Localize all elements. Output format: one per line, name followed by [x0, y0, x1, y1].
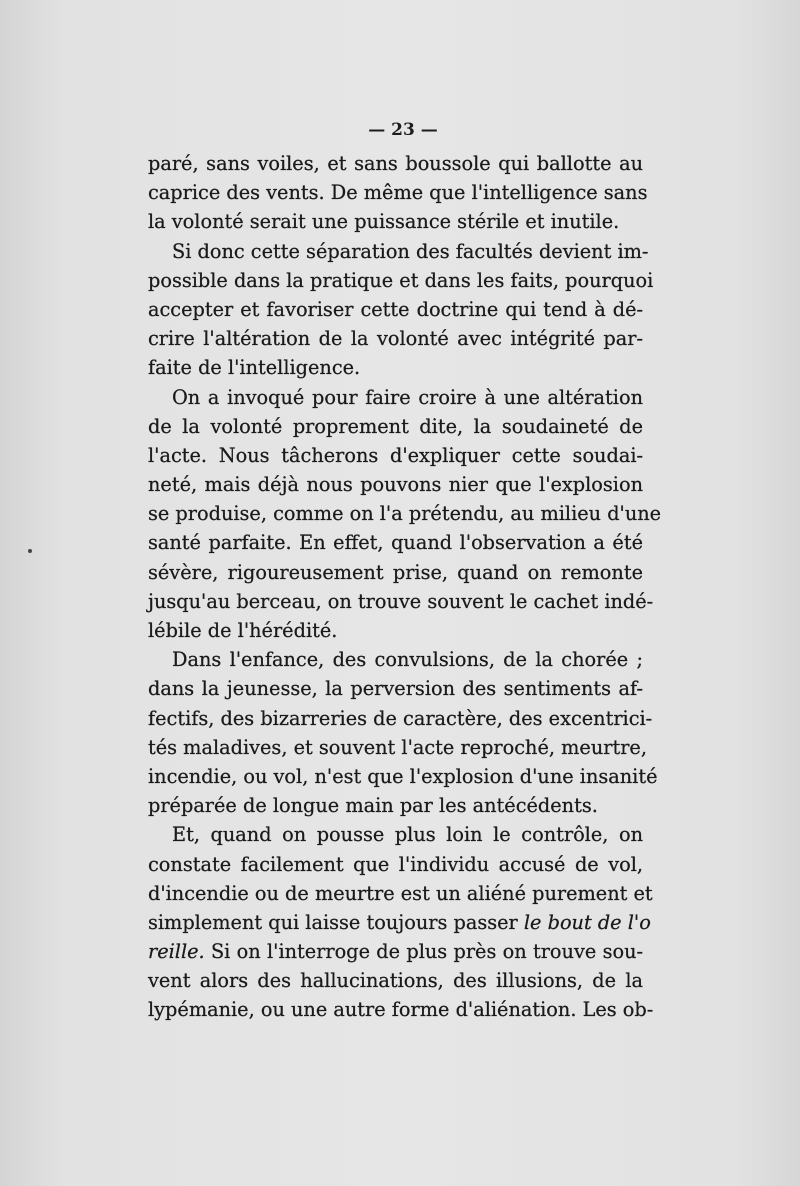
- text-line: neté, mais déjà nous pouvons nier que l'explosion: [148, 473, 643, 497]
- page-number: — 23 —: [368, 120, 438, 140]
- text-line: fectifs, des bizarreries de caractère, des excentrici-: [148, 706, 653, 730]
- text-line: incendie, ou vol, n'est que l'explosion d'une insanité: [148, 764, 658, 788]
- text-line: crire l'altération de la volonté avec intégrité par-: [148, 327, 643, 351]
- italic-span: reille.: [148, 940, 205, 964]
- text-line: dans la jeunesse, la perversion des sentiments af-: [148, 677, 643, 701]
- text-span: simplement qui laisse toujours passer: [148, 910, 518, 934]
- text-line: faite de l'intelligence.: [148, 356, 361, 380]
- text-line: la volonté serait une puissance stérile et inutile.: [148, 210, 620, 234]
- body-text: [148, 149, 662, 1025]
- text-line: sévère, rigoureusement prise, quand on remonte: [148, 560, 643, 584]
- text-line: Et, quand on pousse plus loin le contrôle, on: [172, 823, 643, 847]
- text-line: On a invoqué pour faire croire à une altération: [172, 385, 643, 409]
- text-line: lébile de l'hérédité.: [148, 619, 338, 642]
- text-line: jusqu'au berceau, on trouve souvent le cachet indé-: [148, 589, 654, 613]
- text-line: Si donc cette séparation des facultés devient im-: [172, 239, 649, 263]
- text-line: d'incendie ou de meurtre est un aliéné purement et: [148, 881, 653, 905]
- text-line: constate facilement que l'individu accusé de vol,: [148, 852, 643, 876]
- text-line: de la volonté proprement dite, la soudaineté de: [148, 414, 643, 438]
- text-line: vent alors des hallucinations, des illusions, de la: [148, 969, 643, 993]
- text-line: accepter et favoriser cette doctrine qui tend à dé-: [148, 297, 643, 321]
- text-line: se produise, comme on l'a prétendu, au milieu d'une: [148, 502, 662, 526]
- text-line: [148, 937, 643, 966]
- text-line: Dans l'enfance, des convulsions, de la chorée ;: [172, 648, 643, 672]
- text-line: lypémanie, ou une autre forme d'aliénation. Les ob-: [148, 998, 654, 1022]
- italic-span: le bout de l'o: [523, 910, 651, 934]
- text-line: l'acte. Nous tâcherons d'expliquer cette soudai-: [148, 443, 643, 467]
- text-line: préparée de longue main par les antécédents.: [148, 794, 598, 818]
- margin-mark: [28, 549, 32, 553]
- text-span: Si on l'interroge de plus près on trouve sou-: [204, 940, 643, 964]
- text-line: caprice des vents. De même que l'intelligence sans: [148, 181, 648, 205]
- text-line: paré, sans voiles, et sans boussole qui ballotte au: [148, 152, 643, 175]
- text-line: [148, 908, 651, 937]
- text-line: possible dans la pratique et dans les faits, pourquoi: [148, 268, 654, 292]
- text-line: santé parfaite. En effet, quand l'observation a été: [148, 531, 643, 555]
- text-line: tés maladives, et souvent l'acte reproché, meurtre,: [148, 735, 647, 759]
